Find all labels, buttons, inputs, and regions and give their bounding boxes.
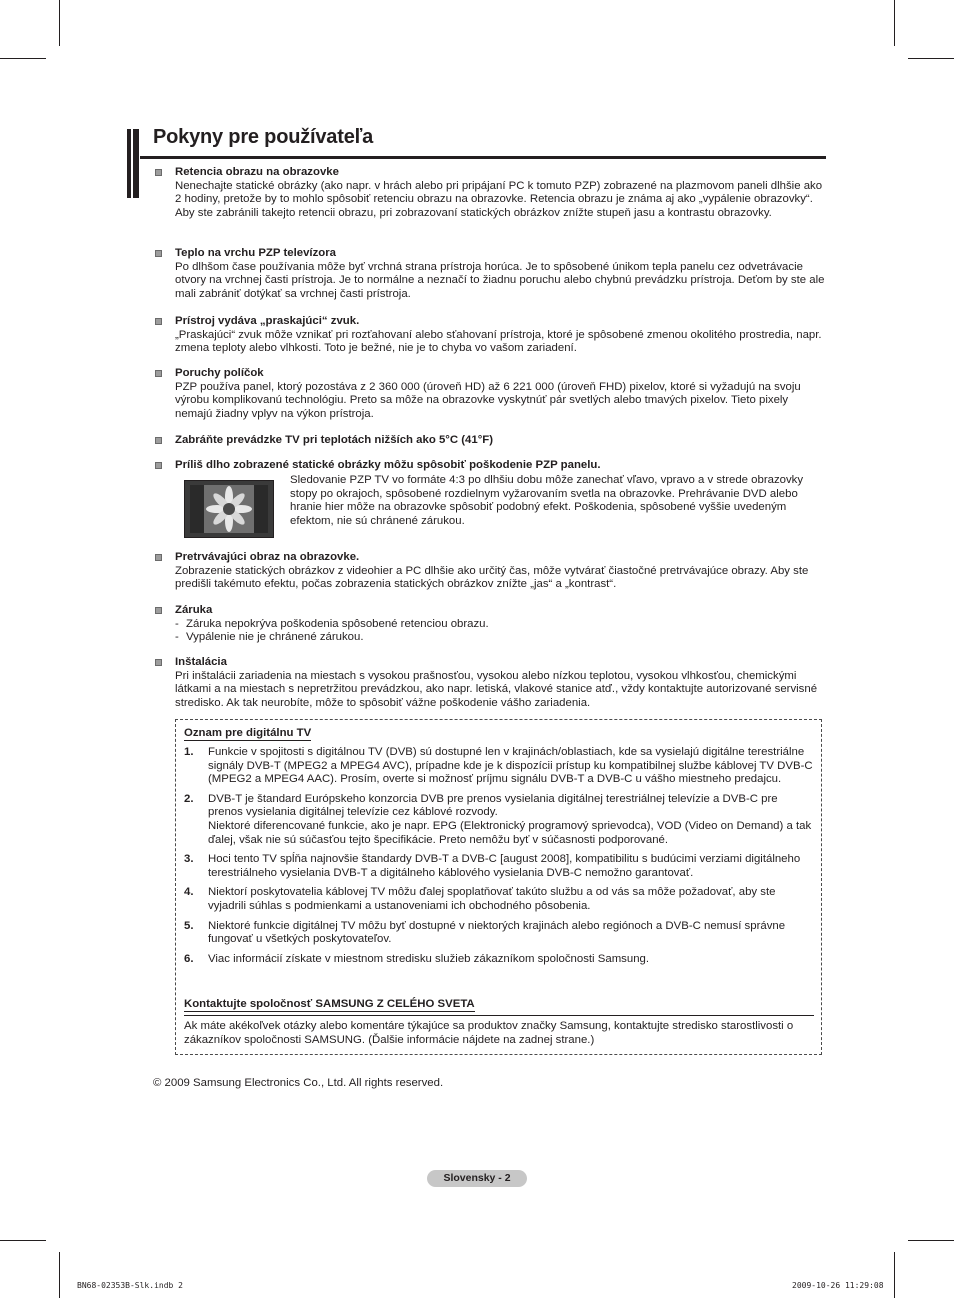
square-bullet-icon: [155, 318, 162, 325]
footer-file-info: BN68-02353B-Slk.indb 2: [77, 1281, 183, 1290]
list-item: - Vypálenie nie je chránené zárukou.: [175, 631, 364, 644]
notice-list: [184, 746, 814, 972]
section-title: Pretrvávajúci obraz na obrazovke.: [175, 551, 360, 563]
notice-item: 6. Viac informácií získate v miestnom stredisku služieb zákazníkom spoločnosti Samsung.: [184, 952, 650, 965]
section-title: Inštalácia: [175, 656, 227, 668]
section-persistent-image: [153, 551, 827, 592]
square-bullet-icon: [155, 554, 162, 561]
crop-mark: [0, 1240, 46, 1241]
square-bullet-icon: [155, 250, 162, 257]
section-title: Poruchy políčok: [175, 367, 264, 379]
square-bullet-icon: [155, 462, 162, 469]
section-body: PZP používa panel, ktorý pozostáva z 2 360 000 (úroveň HD) až 6 221 000 (úroveň FHD) pixelov, ktoré si vyžadujú na svoju výrobu komplikovanú technológiu. Preto sa môže na obrazovke vyskytnúť pár svetlých alebo tmavých pixelov. Tieto pixely nemajú žiadny vplyv na výkon prístroja.: [175, 380, 801, 420]
section-body: Nenechajte statické obrázky (ako napr. v hrách alebo pri pripájaní PC k tomuto PZP) zobrazené na plazmovom paneli dlhšie ako 2 hodiny, pretože by to mohlo spôsobiť retenciu obrazu na obrazovke. Retencia obrazu je známa aj ako „vypálenie obrazovky“. Aby ste zabránili takejto retencii obrazu, pri zobrazovaní statických obrázkov znížte stupeň jasu a kontrastu obrazovky.: [175, 179, 823, 219]
footer-timestamp: 2009-10-26 11:29:08: [792, 1281, 884, 1290]
list-item: - Záruka nepokrýva poškodenia spôsobené retenciou obrazu.: [175, 617, 489, 630]
section-installation: [153, 656, 827, 710]
page-number-badge: Slovensky - 2: [427, 1170, 527, 1187]
section-title: Prístroj vydáva „praskajúci“ zvuk.: [175, 315, 360, 327]
section-body: Sledovanie PZP TV vo formáte 4:3 po dlhšiu dobu môže zanechať vľavo, vpravo a v strede obrazovky stopy po okrajoch, spôsobené rozdielnym vyžarovaním svetla na obrazovke. Prehrávanie DVD alebo hranie hier môže na obrazovke spôsobiť podobný efekt. Poškodenia, spôsobené vyššie uvedeným efektom, nie sú chránené zárukou.: [290, 474, 804, 527]
square-bullet-icon: [155, 169, 162, 176]
title-side-bar: [133, 129, 139, 198]
crop-mark: [908, 58, 954, 59]
contact-body: Ak máte akékoľvek otázky alebo komentáre týkajúce sa produktov značky Samsung, kontaktujte stredisko starostlivosti o zákazníkov spoločnosti SAMSUNG. (Ďalšie informácie nájdete na zadnej strane.): [184, 1020, 794, 1046]
section-low-temperature: [153, 434, 827, 448]
crop-mark: [0, 58, 46, 59]
square-bullet-icon: [155, 659, 162, 666]
section-image-retention: [153, 166, 827, 220]
crop-mark: [894, 0, 895, 46]
notice-title: Oznam pre digitálnu TV: [184, 727, 312, 739]
section-cracking-sound: [153, 315, 827, 356]
section-heat: [153, 247, 827, 301]
crop-mark: [59, 1252, 60, 1298]
crop-mark: [908, 1240, 954, 1241]
section-title: Príliš dlho zobrazené statické obrázky môžu spôsobiť poškodenie PZP panelu.: [175, 459, 601, 471]
section-body: Pri inštalácii zariadenia na miestach s vysokou prašnosťou, vysokou alebo nízkou teplotou, vysokou vlhkosťou, chemickými látkami a na miestach s nepretržitou prevádzkou, ako napr. letiská, vlakové stanice atď., vždy kontaktujte autorizované servisné stredisko. Ak tak neurobíte, môže to spôsobiť vážne poškodenie vášho zariadenia.: [175, 669, 818, 709]
notice-item: 5. Niektoré funkcie digitálnej TV môžu byť dostupné v niektorých krajinách alebo regiónoch a DVB-C nemusí správne fungovať u všetkých poskytovateľov.: [184, 919, 786, 946]
contact-rule: [184, 1015, 814, 1016]
section-title: Záruka: [175, 604, 213, 616]
copyright-text: © 2009 Samsung Electronics Co., Ltd. All rights reserved.: [153, 1077, 444, 1089]
section-warranty: [153, 604, 827, 645]
section-title: Teplo na vrchu PZP televízora: [175, 247, 336, 259]
notice-item: 4. Niektorí poskytovatelia káblovej TV môžu ďalej spoplatňovať takúto službu a od vás sa môže požadovať, aby ste vyjadrili súhlas s podmienkami a ustanoveniami ich obchodného pôsobenia.: [184, 886, 776, 912]
section-body: Zobrazenie statických obrázkov z videohier a PC dlhšie ako určitý čas, môže vytvárať čiastočné pretrvávajúce obrazy. Aby ste predišli takémuto efektu, počas zobrazenia statických obrázkov znížte „jas“ a „kontrast“.: [175, 564, 809, 591]
section-static-images: [153, 459, 827, 473]
tv-screen-image: [184, 480, 274, 538]
square-bullet-icon: [155, 607, 162, 614]
notice-item: 1. Funkcie v spojitosti s digitálnou TV (DVB) sú dostupné len v krajinách/oblastiach, kde sa vysielajú digitálne terestriálne signály DVB-T (MPEG2 a MPEG4 AVC), prípadne kde je k dispozícii prístup ku kompatibilnej službe káblovej TV DVB-C (MPEG2 a MPEG4 AAC). Prosím, overte si možnosť príjmu signálu DVB-T a DVB-C u vášho miestneho predajcu.: [184, 746, 813, 786]
section-body: Po dlhšom čase používania môže byť vrchná strana prístroja horúca. Je to spôsobené únikom tepla panelu cez odvetrávacie otvory na vrchnej časti prístroja. Je to normálne a neznačí to žiadnu poruchu alebo chybnú prevádzku prístroja. Deťom by ste ale mali zabrániť dotýkať sa vrchnej časti prístroja.: [175, 260, 825, 300]
title-rule: [140, 156, 826, 159]
crop-mark: [59, 0, 60, 46]
contact-title: Kontaktujte spoločnosť SAMSUNG Z CELÉHO SVETA: [184, 998, 475, 1010]
section-cell-defects: [153, 367, 827, 421]
crop-mark: [894, 1252, 895, 1298]
square-bullet-icon: [155, 370, 162, 377]
title-side-bar: [127, 129, 131, 198]
square-bullet-icon: [155, 437, 162, 444]
section-title: Retencia obrazu na obrazovke: [175, 166, 339, 178]
page-title: Pokyny pre používateľa: [153, 126, 374, 148]
notice-item: 2. DVB-T je štandard Európskeho konzorcia DVB pre prenos vysielania digitálnej terestriálnej televízie a DVB-C pre prenos vysielania digitálnej televízie cez káblové rozvody. Niektoré diferencované funkcie, ako je napr. EPG (Elektronický programový sprievodca), VOD (Video on Demand) a tak ďalej, však nie sú súčasťou tejto špecifikácie. Preto nemôžu byť v súčasnosti podporované.: [184, 792, 812, 846]
section-body: „Praskajúci“ zvuk môže vznikať pri rozťahovaní alebo sťahovaní prístroja, ktoré je spôsobené zmenou okolitého prostredia, napr. zmena teploty alebo vlhkosti. Toto je bežné, nie je to chyba vo vašom zariadení.: [175, 328, 822, 355]
section-title: Zabráňte prevádzke TV pri teplotách nižších ako 5°C (41°F): [175, 434, 494, 446]
notice-item: 3. Hoci tento TV spĺňa najnovšie štandardy DVB-T a DVB-C [august 2008], kompatibilitu s budúcimi verziami digitálneho terestriálneho vysielania DVB-T a digitálneho káblového vysielania DVB-C nemožno garantovať.: [184, 853, 801, 879]
